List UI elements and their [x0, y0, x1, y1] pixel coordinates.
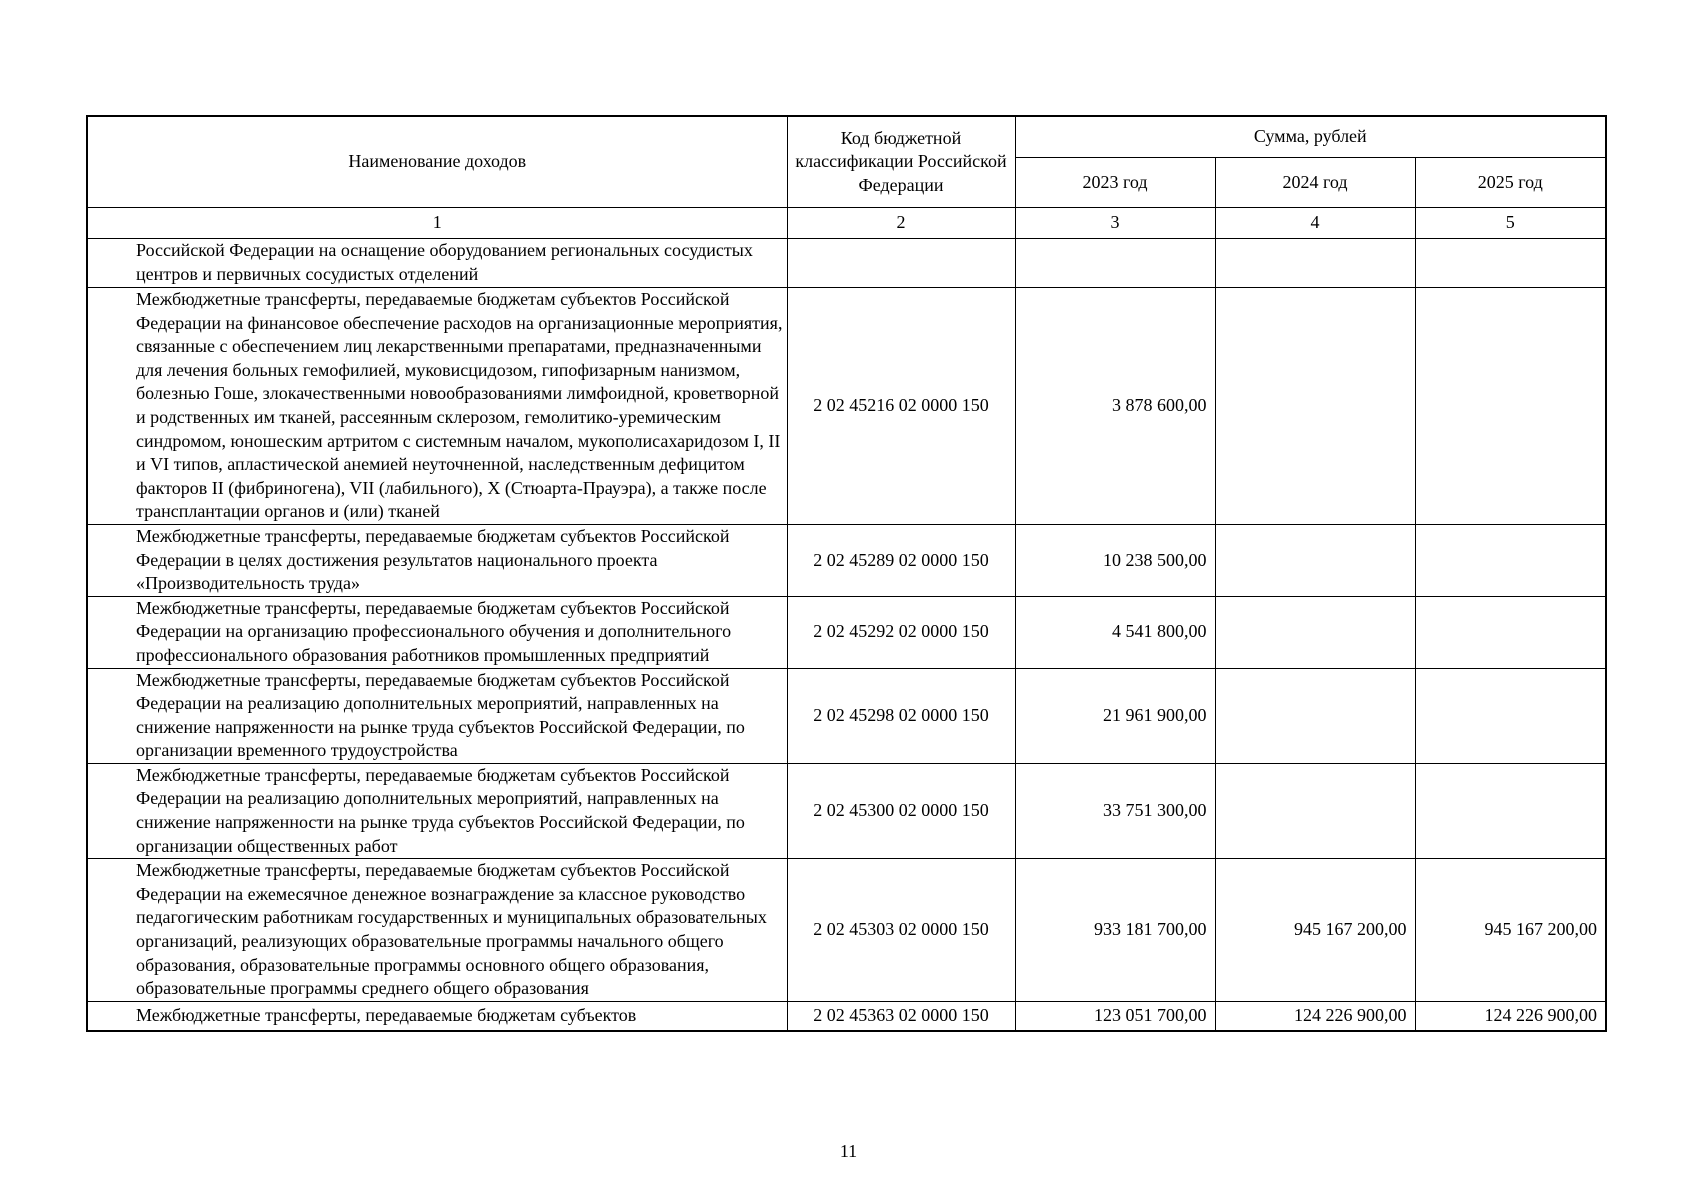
row-amount-2024: [1215, 239, 1415, 288]
row-amount-2023: 123 051 700,00: [1015, 1001, 1215, 1031]
row-code: 2 02 45289 02 0000 150: [787, 524, 1015, 596]
row-code: 2 02 45292 02 0000 150: [787, 596, 1015, 668]
header-year-2023: 2023 год: [1015, 158, 1215, 208]
column-number-4: 4: [1215, 208, 1415, 239]
row-amount-2025: [1415, 668, 1606, 763]
row-amount-2024: [1215, 524, 1415, 596]
row-name: Российской Федерации на оснащение оборудованием региональных сосудистых центров и первичных сосудистых отделений: [87, 239, 787, 288]
row-amount-2025: 945 167 200,00: [1415, 859, 1606, 1002]
row-code: 2 02 45300 02 0000 150: [787, 763, 1015, 858]
row-name: Межбюджетные трансферты, передаваемые бюджетам субъектов Российской Федерации на организацию профессионального обучения и дополнительного профессионального образования работников промышленных предприятий: [87, 596, 787, 668]
table-row: [87, 668, 1606, 763]
table-row: [87, 288, 1606, 525]
row-amount-2023: 4 541 800,00: [1015, 596, 1215, 668]
row-amount-2024: [1215, 596, 1415, 668]
column-number-2: 2: [787, 208, 1015, 239]
table-row: [87, 596, 1606, 668]
row-name: Межбюджетные трансферты, передаваемые бюджетам субъектов Российской Федерации в целях достижения результатов национального проекта «Производительность труда»: [87, 524, 787, 596]
row-amount-2023: 10 238 500,00: [1015, 524, 1215, 596]
row-code: 2 02 45363 02 0000 150: [787, 1001, 1015, 1031]
page-number: 11: [839, 1141, 858, 1161]
row-amount-2024: 945 167 200,00: [1215, 859, 1415, 1002]
table-row: [87, 859, 1606, 1002]
row-amount-2023: [1015, 239, 1215, 288]
row-name: Межбюджетные трансферты, передаваемые бюджетам субъектов Российской Федерации на ежемесячное денежное вознаграждение за классное руководство педагогическим работникам государственных и муниципальных образовательных организаций, реализующих образовательные программы начального общего образования, образовательные программы основного общего образования, образовательные программы среднего общего образования: [87, 859, 787, 1002]
header-name: Наименование доходов: [87, 116, 787, 208]
header-year-2025: 2025 год: [1415, 158, 1606, 208]
row-name: Межбюджетные трансферты, передаваемые бюджетам субъектов: [87, 1001, 787, 1031]
row-amount-2024: [1215, 668, 1415, 763]
row-amount-2025: [1415, 239, 1606, 288]
row-amount-2023: 3 878 600,00: [1015, 288, 1215, 525]
header-code: Код бюджетной классификации Российской Федерации: [787, 116, 1015, 208]
revenue-table: [86, 115, 1607, 1032]
table-row: [87, 239, 1606, 288]
row-amount-2024: [1215, 763, 1415, 858]
column-number-1: 1: [87, 208, 787, 239]
header-year-2024: 2024 год: [1215, 158, 1415, 208]
column-number-5: 5: [1415, 208, 1606, 239]
header-row-1: [87, 116, 1606, 158]
row-code: 2 02 45216 02 0000 150: [787, 288, 1015, 525]
row-amount-2025: [1415, 763, 1606, 858]
table-row: [87, 763, 1606, 858]
row-code: [787, 239, 1015, 288]
row-amount-2023: 21 961 900,00: [1015, 668, 1215, 763]
column-number-3: 3: [1015, 208, 1215, 239]
row-amount-2024: 124 226 900,00: [1215, 1001, 1415, 1031]
row-amount-2025: [1415, 596, 1606, 668]
header-sum: Сумма, рублей: [1015, 116, 1606, 158]
row-amount-2023: 33 751 300,00: [1015, 763, 1215, 858]
row-amount-2025: [1415, 524, 1606, 596]
row-amount-2025: 124 226 900,00: [1415, 1001, 1606, 1031]
row-code: 2 02 45298 02 0000 150: [787, 668, 1015, 763]
column-number-row: [87, 208, 1606, 239]
row-code: 2 02 45303 02 0000 150: [787, 859, 1015, 1002]
row-name: Межбюджетные трансферты, передаваемые бюджетам субъектов Российской Федерации на финансовое обеспечение расходов на организационные мероприятия, связанные с обеспечением лиц лекарственными препаратами, предназначенными для лечения больных гемофилией, муковисцидозом, гипофизарным нанизмом, болезнью Гоше, злокачественными новообразованиями лимфоидной, кроветворной и родственных им тканей, рассеянным склерозом, гемолитико-уремическим синдромом, юношеским артритом с системным началом, мукополисахаридозом I, II и VI типов, апластической анемией неуточненной, наследственным дефицитом факторов II (фибриногена), VII (лабильного), X (Стюарта-Прауэра), а также после трансплантации органов и (или) тканей: [87, 288, 787, 525]
table-row: [87, 1001, 1606, 1031]
row-amount-2024: [1215, 288, 1415, 525]
table-row: [87, 524, 1606, 596]
row-amount-2023: 933 181 700,00: [1015, 859, 1215, 1002]
row-name: Межбюджетные трансферты, передаваемые бюджетам субъектов Российской Федерации на реализацию дополнительных мероприятий, направленных на снижение напряженности на рынке труда субъектов Российской Федерации, по организации общественных работ: [87, 763, 787, 858]
row-amount-2025: [1415, 288, 1606, 525]
row-name: Межбюджетные трансферты, передаваемые бюджетам субъектов Российской Федерации на реализацию дополнительных мероприятий, направленных на снижение напряженности на рынке труда субъектов Российской Федерации, по организации временного трудоустройства: [87, 668, 787, 763]
